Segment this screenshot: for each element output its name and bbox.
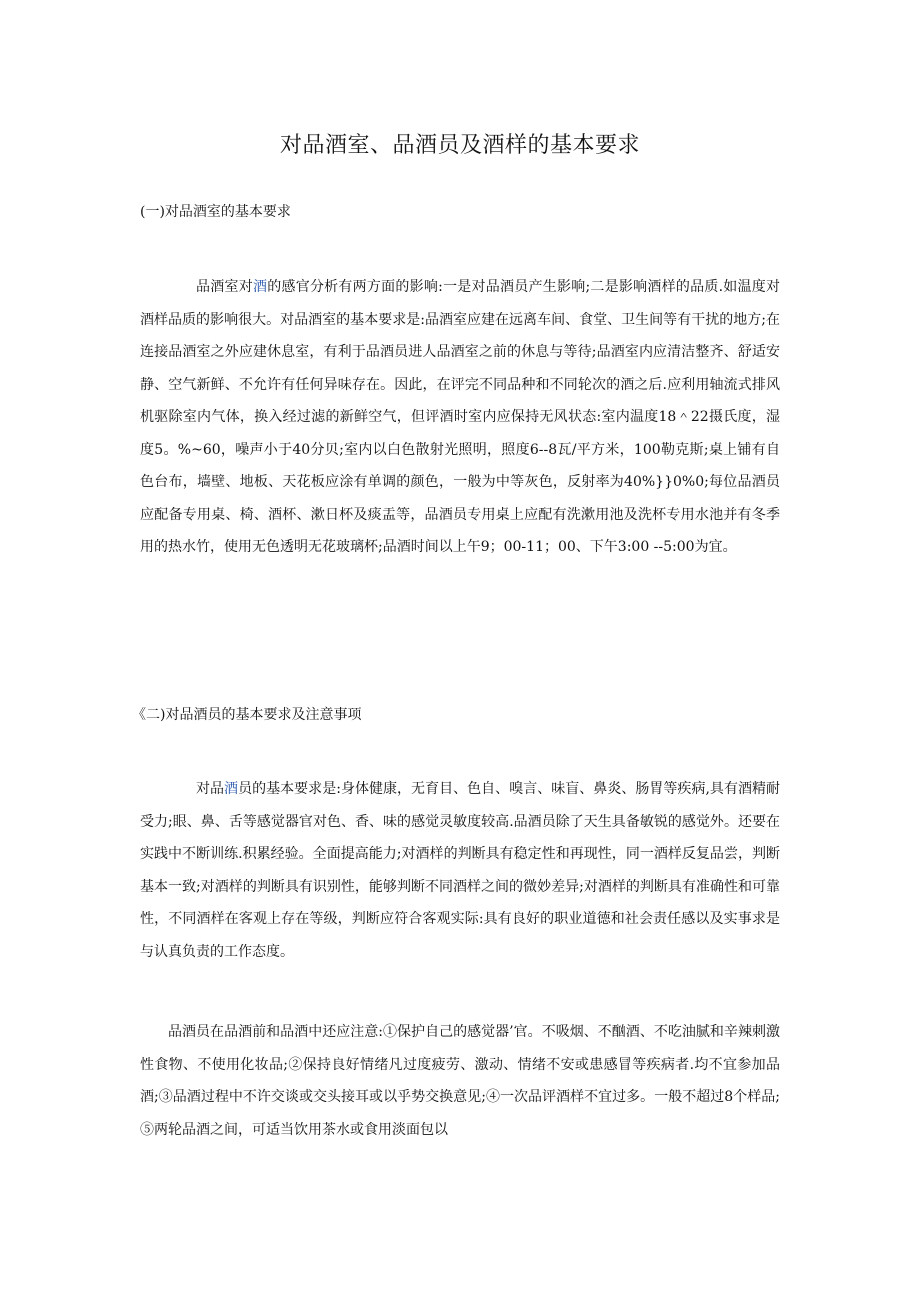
- paragraph-text: 品酒室对: [196, 279, 253, 295]
- section2-paragraph-2: 品酒员在品酒前和品酒中还应注意:①保护自己的感觉器’官。不吸烟、不酗酒、不吃油腻和辛辣刺激性食物、不使用化妆品;②保持良好情绪凡过度疲劳、激动、情绪不安或患感冒等疾病者.均不宜参加品酒;③品酒过程中不许交谈或交头接耳或以乎势交换意见;④一次品评酒样不宜过多。一般不超过8个样品;⑤两轮品酒之间，可适当饮用茶水或食用淡面包以: [140, 1024, 780, 1138]
- section2-paragraph-1: [140, 773, 780, 968]
- section-heading-1: (一)对品酒室的基本要求: [140, 204, 291, 220]
- inline-link-wine[interactable]: 酒: [252, 279, 268, 295]
- section-heading-2: 《二)对品酒员的基本要求及注意事项: [132, 707, 362, 723]
- paragraph-text: 对品: [196, 781, 225, 797]
- inline-link-wine[interactable]: 酒: [224, 781, 239, 797]
- paragraph-text: 员的基本要求是:身体健康，无育目、色自、嗅言、味盲、鼻炎、肠胃等疾病,具有酒精耐受力;眼、鼻、舌等感觉器官对色、香、味的感觉灵敏度较高.品酒员除了天生具备敏锐的感觉外。还要在实践中不断训练.积累经验。全面提高能力;对酒样的判断具有稳定性和再现性，同一酒样反复品尝，判断基本一致;对酒样的判断具有识别性，能够判断不同酒样之间的微妙差异;对酒样的判断具有准确性和可靠性，不同酒样在客观上存在等级，判断应符合客观实际:具有良好的职业道德和社会责任感以及实事求是与认真负责的工作态度。: [140, 781, 781, 960]
- paragraph-text: 的感官分析有两方面的影响:一是对品酒员产生影响;二是影响酒样的品质.如温度对酒样品质的影响很大。对品酒室的基本要求是:品酒室应建在远离车间、食堂、卫生间等有干扰的地方;在连接品酒室之外应建休息室，有利于品酒员进人品酒室之前的休息与等待;品酒室内应清洁整齐、舒适安静、空气新鲜、不允许有任何异味存在。因此，在评完不同品种和不同轮次的酒之后.应利用轴流式排风机驱除室内气体，换入经过滤的新鲜空气，但评酒时室内应保持无风状态:室内温度18＾22摄氏度，湿度5。%~60，噪声小于40分贝;室内以白色散射光照明，照度6--8瓦/平方米，100勒克斯;桌上铺有自色台布，墙壁、地板、天花板应涂有单调的颜色，一般为中等灰色，反射率为40%}}0%0;每位品酒员应配备专用桌、椅、酒杯、漱日杯及痰盂等，品酒员专用桌上应配有洗漱用池及洗杯专用水池并有冬季用的热水竹，使用无色透明无花玻璃杯;品酒时间以上午9；00-11；00、下午3:00 --5:00为宜。: [140, 279, 781, 555]
- section1-paragraph: [140, 271, 780, 564]
- document-title: 对品酒室、品酒员及酒样的基本要求: [279, 133, 640, 158]
